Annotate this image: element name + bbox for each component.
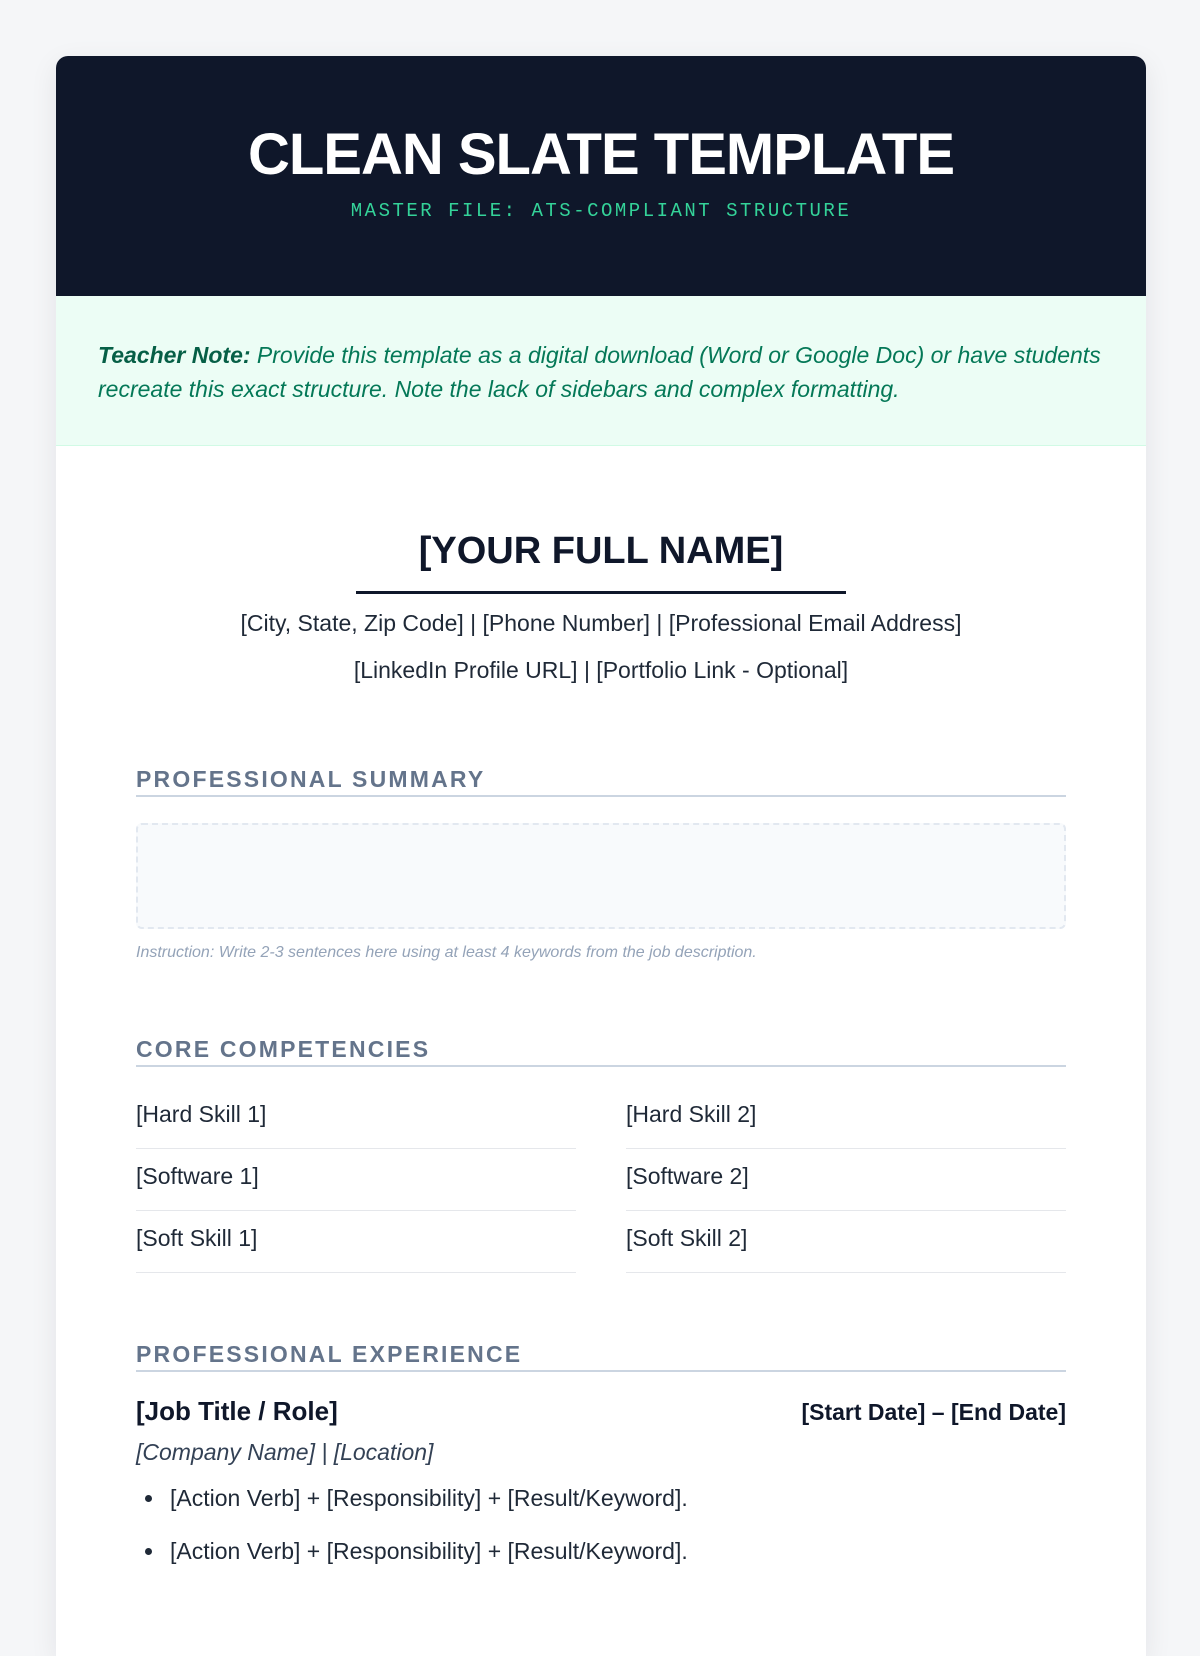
template-subtitle: MASTER FILE: ATS-COMPLIANT STRUCTURE: [350, 200, 852, 222]
full-name: [YOUR FULL NAME]: [356, 530, 846, 594]
resume-body: [56, 530, 1146, 1565]
job-bullets: [136, 1484, 1066, 1565]
teacher-note: [56, 296, 1146, 446]
company-location: [Company Name] | [Location]: [136, 1439, 434, 1465]
skill-item: [Soft Skill 2]: [626, 1211, 1066, 1273]
list-item: [136, 1537, 1066, 1565]
contact-line-2: [LinkedIn Profile URL] | [Portfolio Link - Optional]: [353, 657, 849, 683]
competencies-grid: [136, 1087, 1066, 1273]
summary-input-box[interactable]: [136, 823, 1066, 929]
summary-instruction: Instruction: Write 2-3 sentences here using at least 4 keywords from the job description.: [136, 944, 757, 961]
job-dates: [Start Date] – [End Date]: [801, 1399, 1066, 1425]
skill-item: [Software 2]: [626, 1149, 1066, 1211]
experience-heading: PROFESSIONAL EXPERIENCE: [136, 1341, 1066, 1372]
skill-item: [Software 1]: [136, 1149, 576, 1211]
bullet-dot-icon: [145, 1548, 152, 1555]
skill-item: [Hard Skill 2]: [626, 1087, 1066, 1149]
contact-info: [136, 600, 1066, 694]
contact-line-1: [City, State, Zip Code] | [Phone Number] | [Professional Email Address]: [240, 610, 962, 636]
bullet-dot-icon: [145, 1495, 152, 1502]
competencies-heading: CORE COMPETENCIES: [136, 1036, 1066, 1067]
summary-heading: PROFESSIONAL SUMMARY: [136, 766, 1066, 797]
skill-item: [Hard Skill 1]: [136, 1087, 576, 1149]
list-item: [136, 1484, 1066, 1512]
job-header: [136, 1396, 1066, 1427]
header-banner: [56, 56, 1146, 296]
teacher-note-text: Provide this template as a digital download (Word or Google Doc) or have students recreate this exact structure. Note the lack of sidebars and complex formatting.: [98, 342, 1101, 402]
template-title: CLEAN SLATE TEMPLATE: [247, 122, 955, 187]
bullet-text: [Action Verb] + [Responsibility] + [Result/Keyword].: [170, 1538, 688, 1564]
teacher-note-label: Teacher Note:: [98, 342, 251, 368]
job-title: [Job Title / Role]: [136, 1396, 338, 1426]
bullet-text: [Action Verb] + [Responsibility] + [Result/Keyword].: [170, 1485, 688, 1511]
template-card: [56, 56, 1146, 1656]
skill-item: [Soft Skill 1]: [136, 1211, 576, 1273]
